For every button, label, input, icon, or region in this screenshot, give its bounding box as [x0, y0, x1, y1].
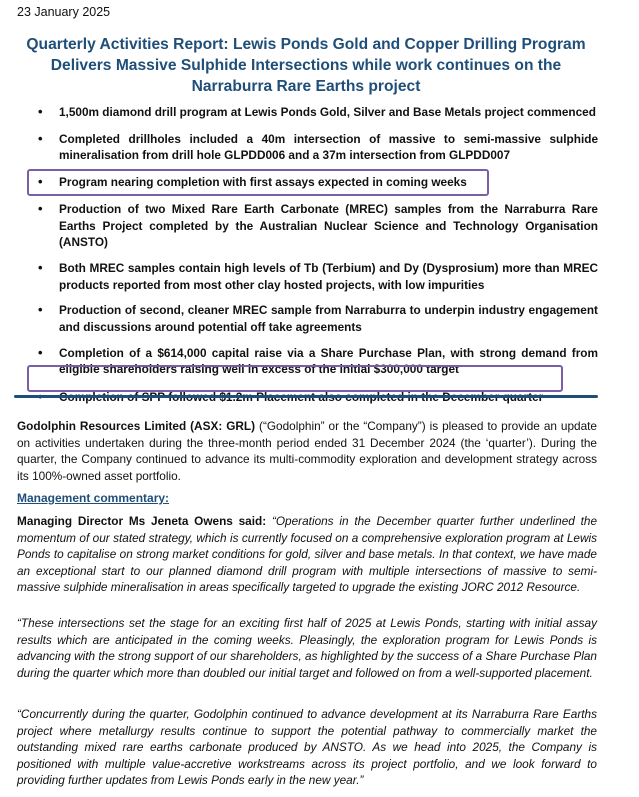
report-title: [14, 34, 598, 97]
highlight-box-placement: [27, 365, 563, 392]
title-line-3: Narraburra Rare Earths project: [191, 78, 421, 95]
commentary-quote-2: “These intersections set the stage for an exciting first half of 2025 at Lewis Ponds, starting with initial assay results which are anticipated in the coming weeks. Pleasingly, the exploration program for Lewis Ponds is advancing with the strong support of our shareholders, as highlighted by the success of a Share Purchase Plan during the quarter which more than doubled our initial target and followed on from a well-supported placement.: [17, 616, 597, 680]
intro-text: (“Godolphin” or the “Company”) is pleased to provide an update on activities undertaken during the three-month period ended 31 December 2024 (the ‘quarter’). During the quarter, the Company continued to advance its multi-commodity exploration and development strategy across its 100%-owned asset portfolio.: [17, 419, 597, 483]
commentary-quote-3: “Concurrently during the quarter, Godolphin continued to advance development at its Narraburra Rare Earths project where metallurgy results continue to support the potential pathway to commercially market the outstanding mixed rare earths carbonate produced by ANSTO. As we head into 2025, the Company is positioned with multiple value-accretive workstreams across its project portfolio, and we look forward to providing further updates from Lewis Ponds early in the new year.”: [17, 707, 597, 787]
commentary-quote-1: “Operations in the December quarter further underlined the momentum of our stated strategy, which is currently focused on a comprehensive exploration program at Lewis Ponds to capitalise on strong market conditions for gold, silver and base metals. In that context, we have made an exceptional start to our planned diamond drill program with multiple intersections of massive to semi-massive sulphide mineralisation in areas specifically targeted to upgrade the existing JORC 2012 Resource.: [17, 514, 598, 594]
title-line-2: Delivers Massive Sulphide Intersections while work continues on the: [50, 57, 562, 74]
title-line-1: Quarterly Activities Report: Lewis Ponds Gold and Copper Drilling Program: [26, 36, 586, 53]
highlight-bullet: • Completion of a $614,000 capital raise via a Share Purchase Plan, with strong demand from eligible shareholders raising well in excess of the initial $300,000 target: [38, 345, 598, 378]
intro-paragraph: [17, 418, 597, 484]
highlight-bullet: • Both MREC samples contain high levels of Tb (Terbium) and Dy (Dysprosium) more than MREC products reported from most other clay hosted projects, with low impurities: [38, 260, 598, 293]
section-divider: [14, 395, 598, 398]
commentary-paragraph-3: [17, 706, 597, 789]
commentary-speaker: Managing Director Ms Jeneta Owens said:: [17, 514, 267, 528]
highlights-list: [38, 104, 598, 406]
commentary-paragraph-1: [17, 513, 597, 596]
commentary-paragraph-2: [17, 615, 597, 681]
highlight-bullet: • Completed drillholes included a 40m intersection of massive to semi-massive sulphide mineralisation from drill hole GLPDD006 and a 37m intersection from GLPDD007: [38, 131, 598, 164]
section-heading: Management commentary:: [17, 491, 170, 505]
highlight-bullet: • Program nearing completion with first assays expected in coming weeks: [38, 174, 598, 191]
highlight-bullet: • Production of two Mixed Rare Earth Carbonate (MREC) samples from the Narraburra Rare Earths Project completed by the Australian Nuclear Science and Technology Organisation (ANSTO): [38, 201, 598, 251]
highlight-box-assays: [27, 169, 489, 196]
highlight-bullet: • 1,500m diamond drill program at Lewis Ponds Gold, Silver and Base Metals project commenced: [38, 104, 598, 121]
report-date: 23 January 2025: [17, 5, 111, 19]
company-name: Godolphin Resources Limited (ASX: GRL): [17, 419, 256, 433]
highlight-bullet: • Production of second, cleaner MREC sample from Narraburra to underpin industry engagement and discussions around potential off take agreements: [38, 302, 598, 335]
